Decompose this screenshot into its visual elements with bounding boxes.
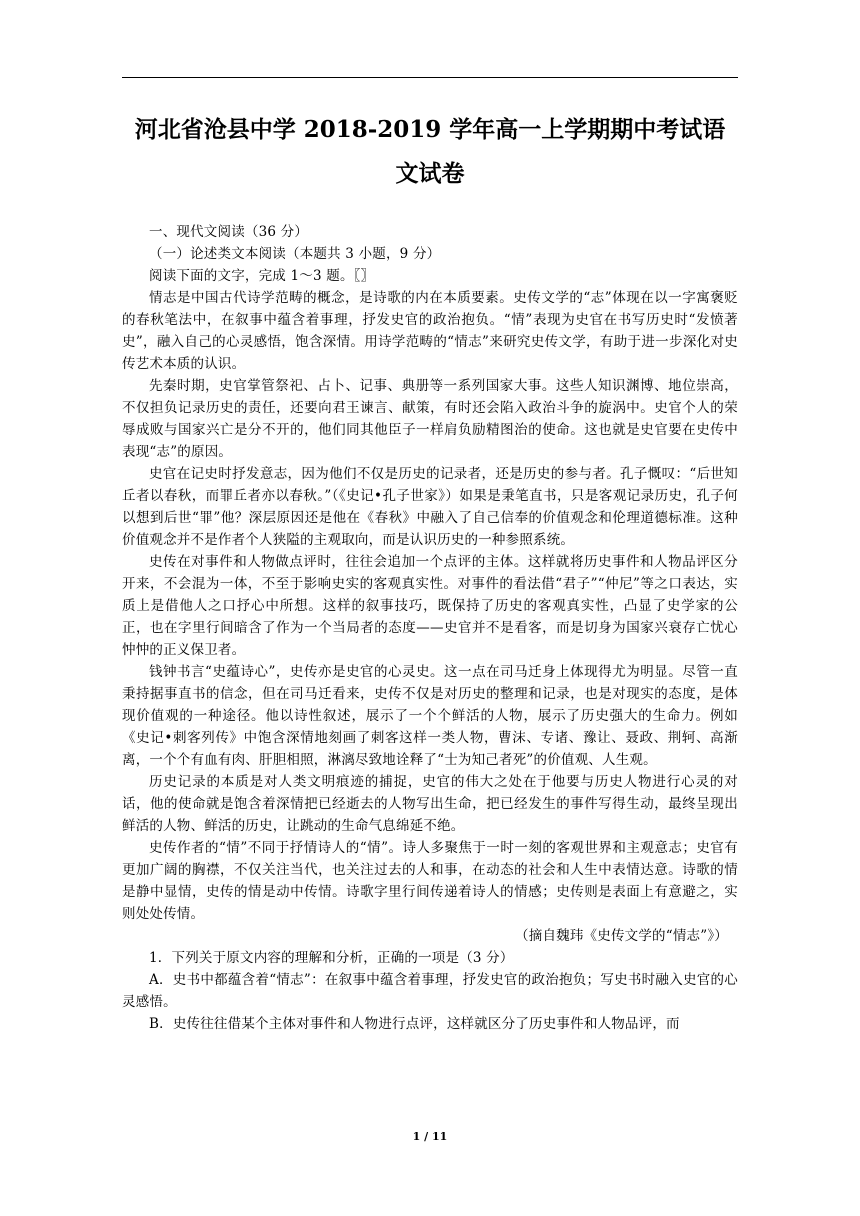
title-line-1: 河北省沧县中学 2018-2019 学年高一上学期期中考试语 bbox=[134, 116, 726, 143]
passage-paragraph-3: 史官在记史时抒发意志，因为他们不仅是历史的记录者，还是历史的参与者。孔子慨叹：“后世知丘者以春秋，而罪丘者亦以春秋。”（《史记•孔子世家》）如果是秉笔直书，只是客观记录历史，孔子何以想到后世“罪”他？深层原因还是他在《春秋》中融入了自己信奉的价值观念和伦理道德标准。这种价值观念并不是作者个人狭隘的主观取向，而是认识历史的一种参照系统。 bbox=[122, 466, 738, 548]
passage-paragraph-5: 钱钟书言“史蕴诗心”，史传亦是史官的心灵史。这一点在司马迁身上体现得尤为明显。尽管一直秉持据事直书的信念，但在司马迁看来，史传不仅是对历史的整理和记录，也是对现实的态度，是体现价值观的一种途径。他以诗性叙述，展示了一个个鲜活的人物，展示了历史强大的生命力。例如《史记•刺客列传》中饱含深情地刻画了刺客这样一类人物，曹沫、专诸、豫让、聂政、荆轲、高渐离，一个个有血有肉、肝胆相照，淋漓尽致地诠释了“士为知己者死”的价值观、人生观。 bbox=[122, 664, 738, 768]
passage-paragraph-2: 先秦时期，史官掌管祭祀、占卜、记事、典册等一系列国家大事。这些人知识渊博、地位崇高，不仅担负记录历史的责任，还要向君王谏言、献策，有时还会陷入政治斗争的旋涡中。史官个人的荣辱成败与国家兴亡是分不开的，他们同其他臣子一样肩负励精图治的使命。这也就是史官要在史传中表现“志”的原因。 bbox=[122, 378, 738, 460]
page-number: 1 / 11 bbox=[412, 1130, 448, 1143]
header-rule bbox=[122, 77, 738, 78]
passage-paragraph-1: 情志是中国古代诗学范畴的概念，是诗歌的内在本质要素。史传文学的“志”体现在以一字寓褒贬的春秋笔法中，在叙事中蕴含着事理，抒发史官的政治抱负。“情”表现为史官在书写历史时“发愤著史”，融入自己的心灵感悟，饱含深情。用诗学范畴的“情志”来研究史传文学，有助于进一步深化对史传艺术本质的认识。 bbox=[122, 290, 738, 372]
question-1-option-a: A．史书中都蕴含着“情志”：在叙事中蕴含着事理，抒发史官的政治抱负；写史书时融入史官的心灵感悟。 bbox=[122, 972, 738, 1010]
subsection-heading: （一）论述类文本阅读（本题共 3 小题，9 分） bbox=[149, 246, 441, 262]
passage-paragraph-4: 史传在对事件和人物做点评时，往往会追加一个点评的主体。这样就将历史事件和人物品评区分开来，不会混为一体，不至于影响史实的客观真实性。对事件的看法借“君子”“仲尼”等之口表达，实质上是借他人之口抒心中所想。这样的叙事技巧，既保持了历史的客观真实性，凸显了史学家的公正，也在字里行间暗含了作为一个当局者的态度——史官并不是看客，而是切身为国家兴衰存亡忧心忡忡的正义保卫者。 bbox=[122, 554, 738, 658]
title-line-2: 文试卷 bbox=[395, 160, 465, 187]
passage-paragraph-6: 历史记录的本质是对人类文明痕迹的捕捉，史官的伟大之处在于他要与历史人物进行心灵的对话，他的使命就是饱含着深情把已经逝去的人物写出生命，把已经发生的事件写得生动，最终呈现出鲜活的人物、鲜活的历史，让跳动的生命气息绵延不绝。 bbox=[122, 774, 738, 834]
passage-paragraph-7: 史传作者的“情”不同于抒情诗人的“情”。诗人多聚焦于一时一刻的客观世界和主观意志；史官有更加广阔的胸襟，不仅关注当代，也关注过去的人和事，在动态的社会和人生中表情达意。诗歌的情是静中显情，史传的情是动中传情。诗歌字里行间传递着诗人的情感；史传则是表面上有意避之，实则处处传情。 bbox=[122, 840, 738, 922]
page-title bbox=[122, 108, 738, 196]
reading-instruction: 阅读下面的文字，完成 1～3 题。〖〗 bbox=[149, 268, 375, 284]
passage-source: （摘自魏玮《史传文学的“情志”》） bbox=[515, 928, 728, 944]
question-1: 1．下列关于原文内容的理解和分析，正确的一项是（3 分） bbox=[149, 950, 514, 966]
question-1-option-b: B．史传往往借某个主体对事件和人物进行点评，这样就区分了历史事件和人物品评，而 bbox=[149, 1016, 680, 1032]
document-body bbox=[122, 221, 738, 1035]
section-heading: 一、现代文阅读（36 分） bbox=[149, 224, 309, 240]
